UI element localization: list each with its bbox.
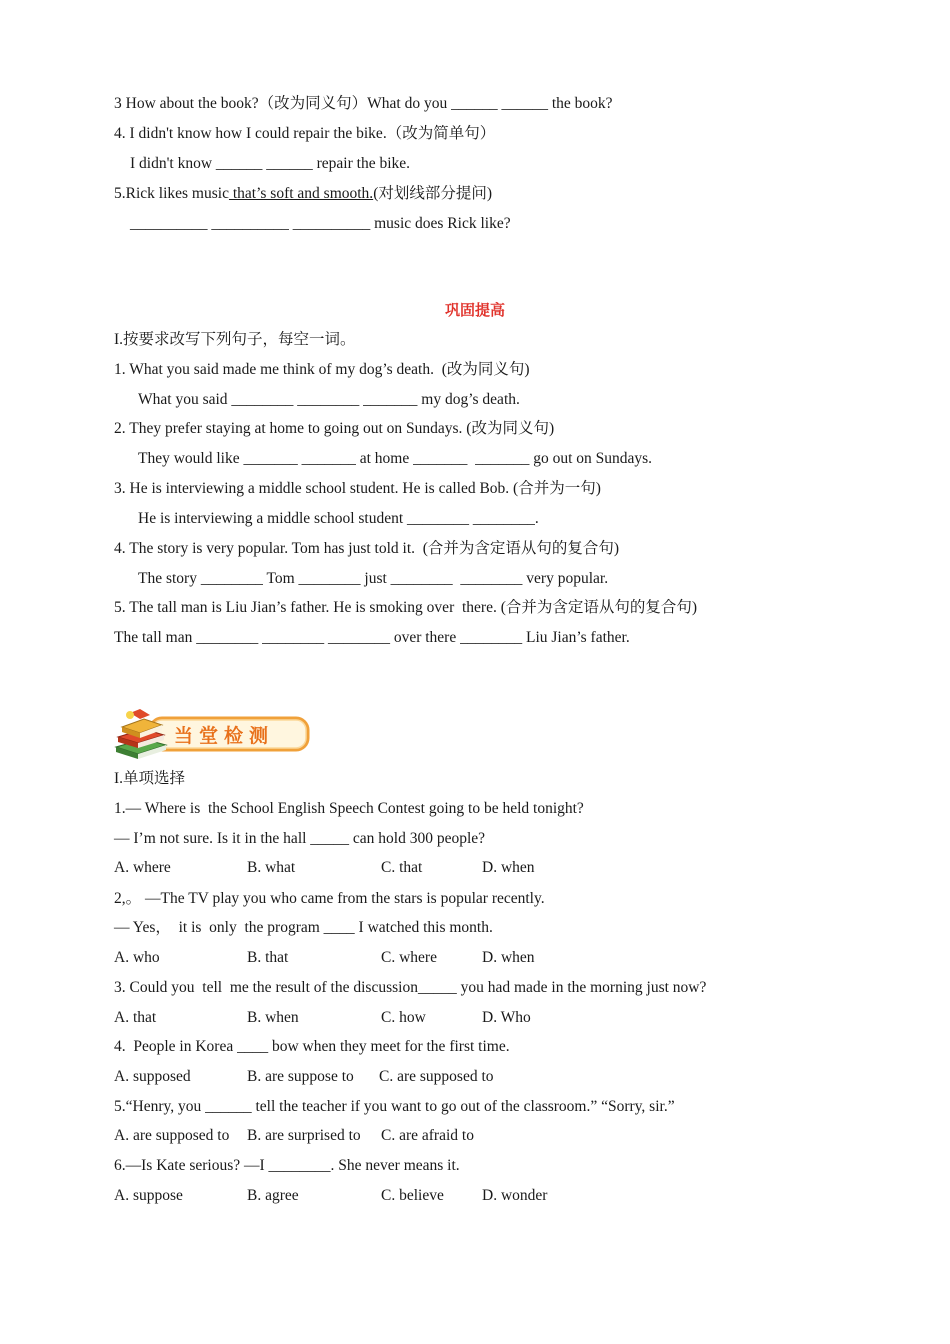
q1-option: A. where — [114, 859, 171, 876]
q3-option: A. that — [114, 1009, 157, 1026]
s2-line: The story ________ Tom ________ just ________ ________ very popular. — [138, 570, 609, 587]
intro-q5 — [114, 184, 492, 204]
q6-option: C. believe — [381, 1187, 444, 1204]
q5-option: B. are surprised to — [247, 1127, 361, 1144]
q5-option: A. are supposed to — [114, 1127, 230, 1144]
q3-option: B. when — [247, 1009, 299, 1026]
q5-stem: 5.“Henry, you ______ tell the teacher if you want to go out of the classroom.” “Sorry, sir.” — [114, 1098, 675, 1115]
q2-stem: 2,。 —The TV play you who came from the stars is popular recently. — [114, 890, 545, 907]
q4-stem: 4. People in Korea ____ bow when they meet for the first time. — [114, 1038, 510, 1055]
s2-line: 3. He is interviewing a middle school student. He is called Bob. (合并为一句) — [114, 480, 601, 497]
s2-line: What you said ________ ________ _______ my dog’s death. — [138, 391, 520, 408]
q1-stem-2: — I’m not sure. Is it in the hall _____ can hold 300 people? — [114, 830, 486, 847]
intro-q5-underlined: that’s soft and smooth. — [228, 185, 374, 202]
q1-option: B. what — [247, 859, 296, 876]
banner-title: 当堂检测 — [174, 725, 275, 747]
q2-option: C. where — [381, 949, 437, 966]
s2-line: He is interviewing a middle school student ________ ________. — [138, 510, 539, 527]
s2-line: The tall man ________ ________ ________ over there ________ Liu Jian’s father. — [114, 629, 630, 646]
q2-stem-2: — Yes， it is only the program ____ I watched this month. — [114, 919, 493, 936]
q2-option: A. who — [114, 949, 160, 966]
intro-q4-answer: I didn't know ______ ______ repair the bike. — [130, 155, 411, 172]
s2-line: They would like _______ _______ at home _______ _______ go out on Sundays. — [138, 450, 653, 467]
q2-option: B. that — [247, 949, 289, 966]
intro-q5-pre: 5.Rick likes music — [114, 185, 229, 202]
intro-q5-post: (对划线部分提问) — [373, 185, 493, 202]
q6-option: D. wonder — [482, 1187, 548, 1204]
q5-option: C. are afraid to — [381, 1127, 474, 1144]
intro-q4: 4. I didn't know how I could repair the bike.（改为简单句） — [114, 125, 496, 142]
q3-stem: 3. Could you tell me the result of the discussion_____ you had made in the morning just now? — [114, 979, 707, 996]
section-banner — [114, 707, 312, 761]
intro-q5-answer: __________ __________ __________ music does Rick like? — [130, 215, 511, 232]
s2-line: 1. What you said made me think of my dog’s death. (改为同义句) — [114, 361, 530, 378]
q6-option: A. suppose — [114, 1187, 183, 1204]
q3-option: D. Who — [482, 1009, 531, 1026]
q3-option: C. how — [381, 1009, 426, 1026]
q2-option: D. when — [482, 949, 535, 966]
q1-stem: 1.— Where is the School English Speech Contest going to be held tonight? — [114, 800, 584, 817]
s2-line: 5. The tall man is Liu Jian’s father. He is smoking over there. (合并为含定语从句的复合句) — [114, 599, 698, 616]
intro-q3: 3 How about the book?（改为同义句）What do you ______ ______ the book? — [114, 95, 613, 112]
q4-option: C. are supposed to — [379, 1068, 494, 1085]
section-title: 巩固提高 — [444, 301, 505, 319]
section2-instruction: I.按要求改写下列句子，每空一词。 — [114, 331, 356, 348]
q1-option: C. that — [381, 859, 423, 876]
section3-instruction: I.单项选择 — [114, 770, 186, 787]
q1-option: D. when — [482, 859, 535, 876]
s2-line: 4. The story is very popular. Tom has just told it. (合并为含定语从句的复合句) — [114, 540, 620, 557]
q4-option: B. are suppose to — [247, 1068, 354, 1085]
s2-line: 2. They prefer staying at home to going out on Sundays. (改为同义句) — [114, 420, 555, 437]
q6-option: B. agree — [247, 1187, 299, 1204]
q4-option: A. supposed — [114, 1068, 191, 1085]
q6-stem: 6.—Is Kate serious? —I ________. She never means it. — [114, 1157, 460, 1174]
